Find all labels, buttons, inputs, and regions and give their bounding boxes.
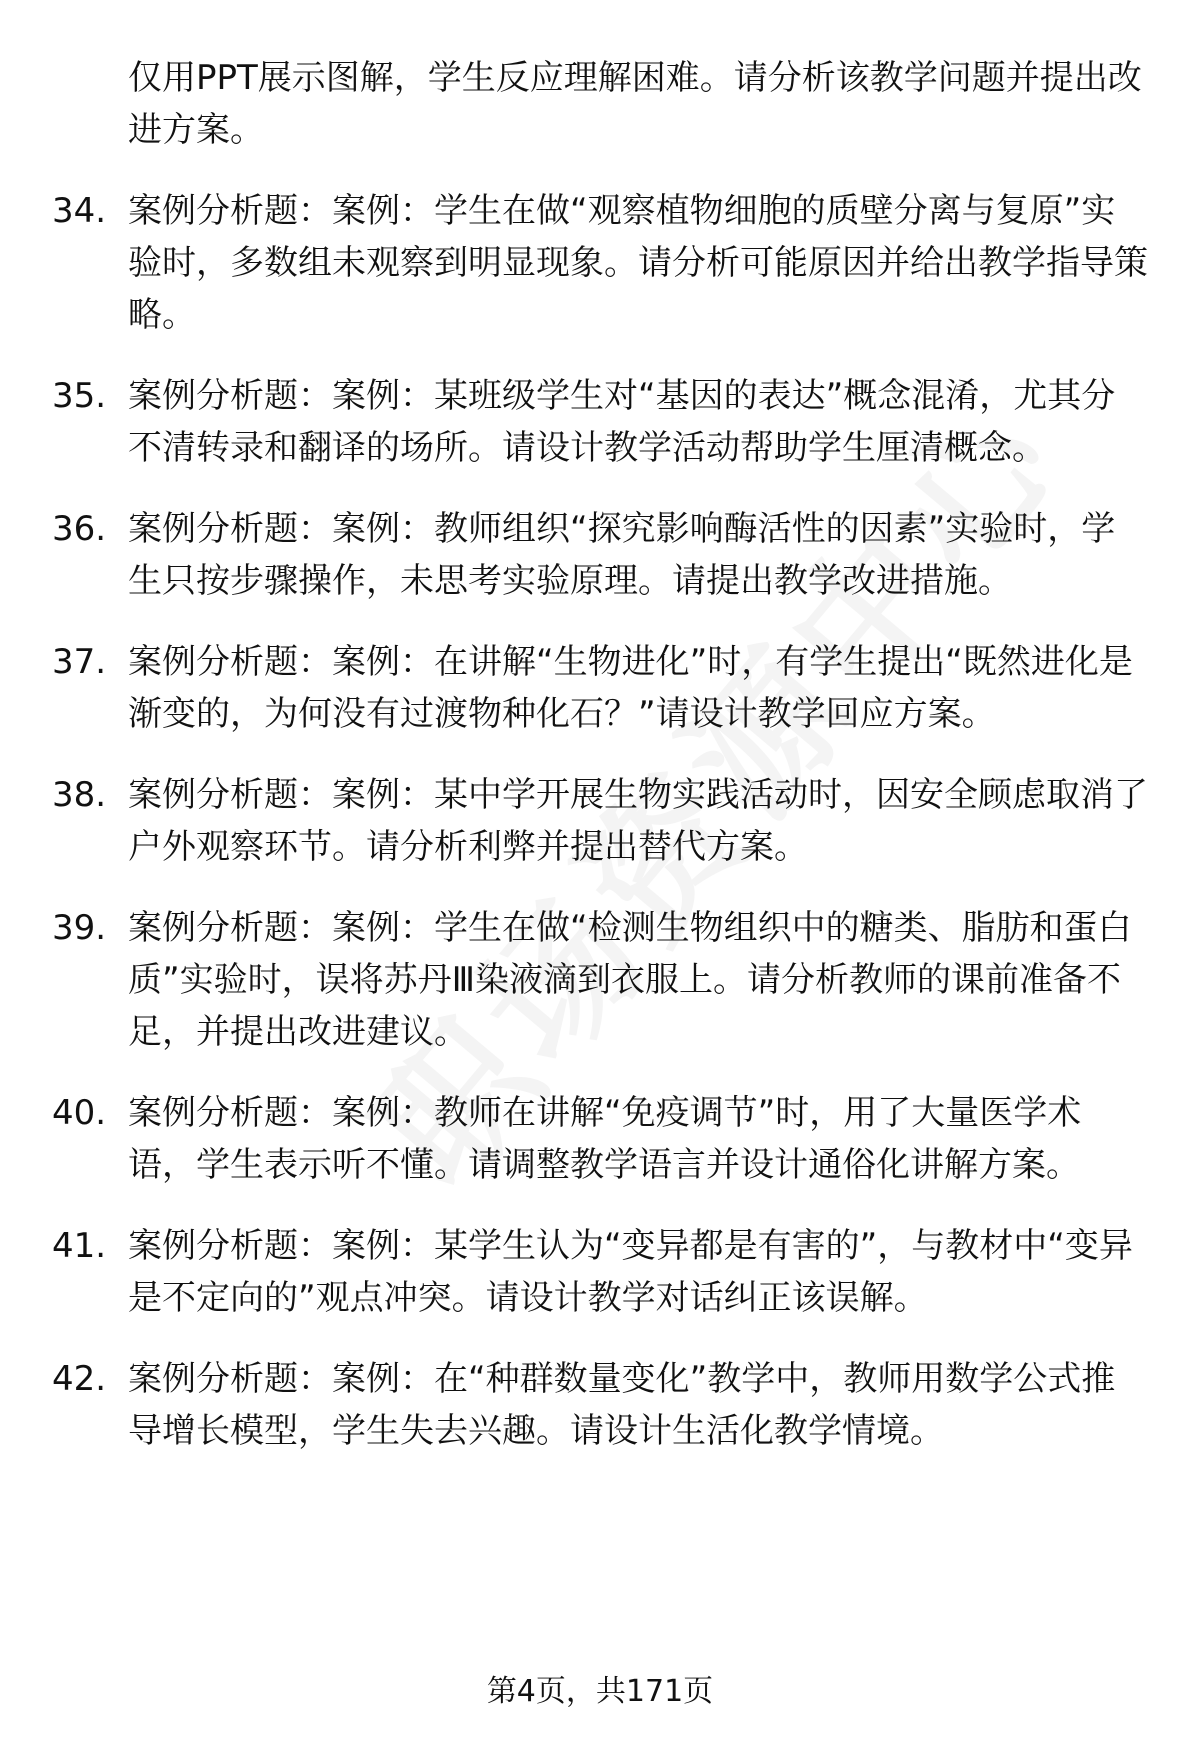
question-text: 案例分析题：案例：学生在做“检测生物组织中的糖类、脂肪和蛋白质”实验时，误将苏丹Ⅲ染液滴到衣服上。请分析教师的课前准备不足，并提出改进建议。 xyxy=(128,908,1132,1052)
question-item xyxy=(52,370,1152,474)
question-list xyxy=(52,185,1152,1457)
question-number: 42. xyxy=(52,1359,107,1399)
page-footer: 第4页，共171页 xyxy=(486,1674,714,1709)
question-text: 案例分析题：案例：在讲解“生物进化”时，有学生提出“既然进化是渐变的，为何没有过渡物种化石？”请设计教学回应方案。 xyxy=(128,642,1133,734)
question-item xyxy=(52,1087,1152,1191)
question-item xyxy=(52,1220,1152,1324)
question-text: 案例分析题：案例：在“种群数量变化”教学中，教师用数学公式推导增长模型，学生失去兴趣。请设计生活化教学情境。 xyxy=(128,1359,1116,1451)
question-item xyxy=(52,902,1152,1058)
document-body xyxy=(52,52,1152,1486)
question-text: 案例分析题：案例：某中学开展生物实践活动时，因安全顾虑取消了户外观察环节。请分析利弊并提出替代方案。 xyxy=(128,775,1148,867)
question-number: 41. xyxy=(52,1226,107,1266)
question-item xyxy=(52,185,1152,341)
question-text: 案例分析题：案例：某学生认为“变异都是有害的”，与教材中“变异是不定向的”观点冲突。请设计教学对话纠正该误解。 xyxy=(128,1226,1133,1318)
question-item xyxy=(52,636,1152,740)
question-number: 35. xyxy=(52,376,107,416)
question-text: 案例分析题：案例：学生在做“观察植物细胞的质壁分离与复原”实验时，多数组未观察到明显现象。请分析可能原因并给出教学指导策略。 xyxy=(128,191,1148,335)
question-item xyxy=(52,1353,1152,1457)
question-text: 案例分析题：案例：教师组织“探究影响酶活性的因素”实验时，学生只按步骤操作，未思考实验原理。请提出教学改进措施。 xyxy=(128,509,1116,601)
question-number: 37. xyxy=(52,642,107,682)
intro-paragraph: 仅用PPT展示图解，学生反应理解困难。请分析该教学问题并提出改进方案。 xyxy=(128,58,1142,150)
question-text: 案例分析题：案例：教师在讲解“免疫调节”时，用了大量医学术语，学生表示听不懂。请调整教学语言并设计通俗化讲解方案。 xyxy=(128,1093,1082,1185)
question-number: 36. xyxy=(52,509,107,549)
question-number: 39. xyxy=(52,908,107,948)
question-item xyxy=(52,503,1152,607)
question-text: 案例分析题：案例：某班级学生对“基因的表达”概念混淆，尤其分不清转录和翻译的场所。请设计教学活动帮助学生厘清概念。 xyxy=(128,376,1116,468)
question-number: 34. xyxy=(52,191,107,231)
question-item xyxy=(52,769,1152,873)
question-number: 40. xyxy=(52,1093,107,1133)
question-number: 38. xyxy=(52,775,107,815)
